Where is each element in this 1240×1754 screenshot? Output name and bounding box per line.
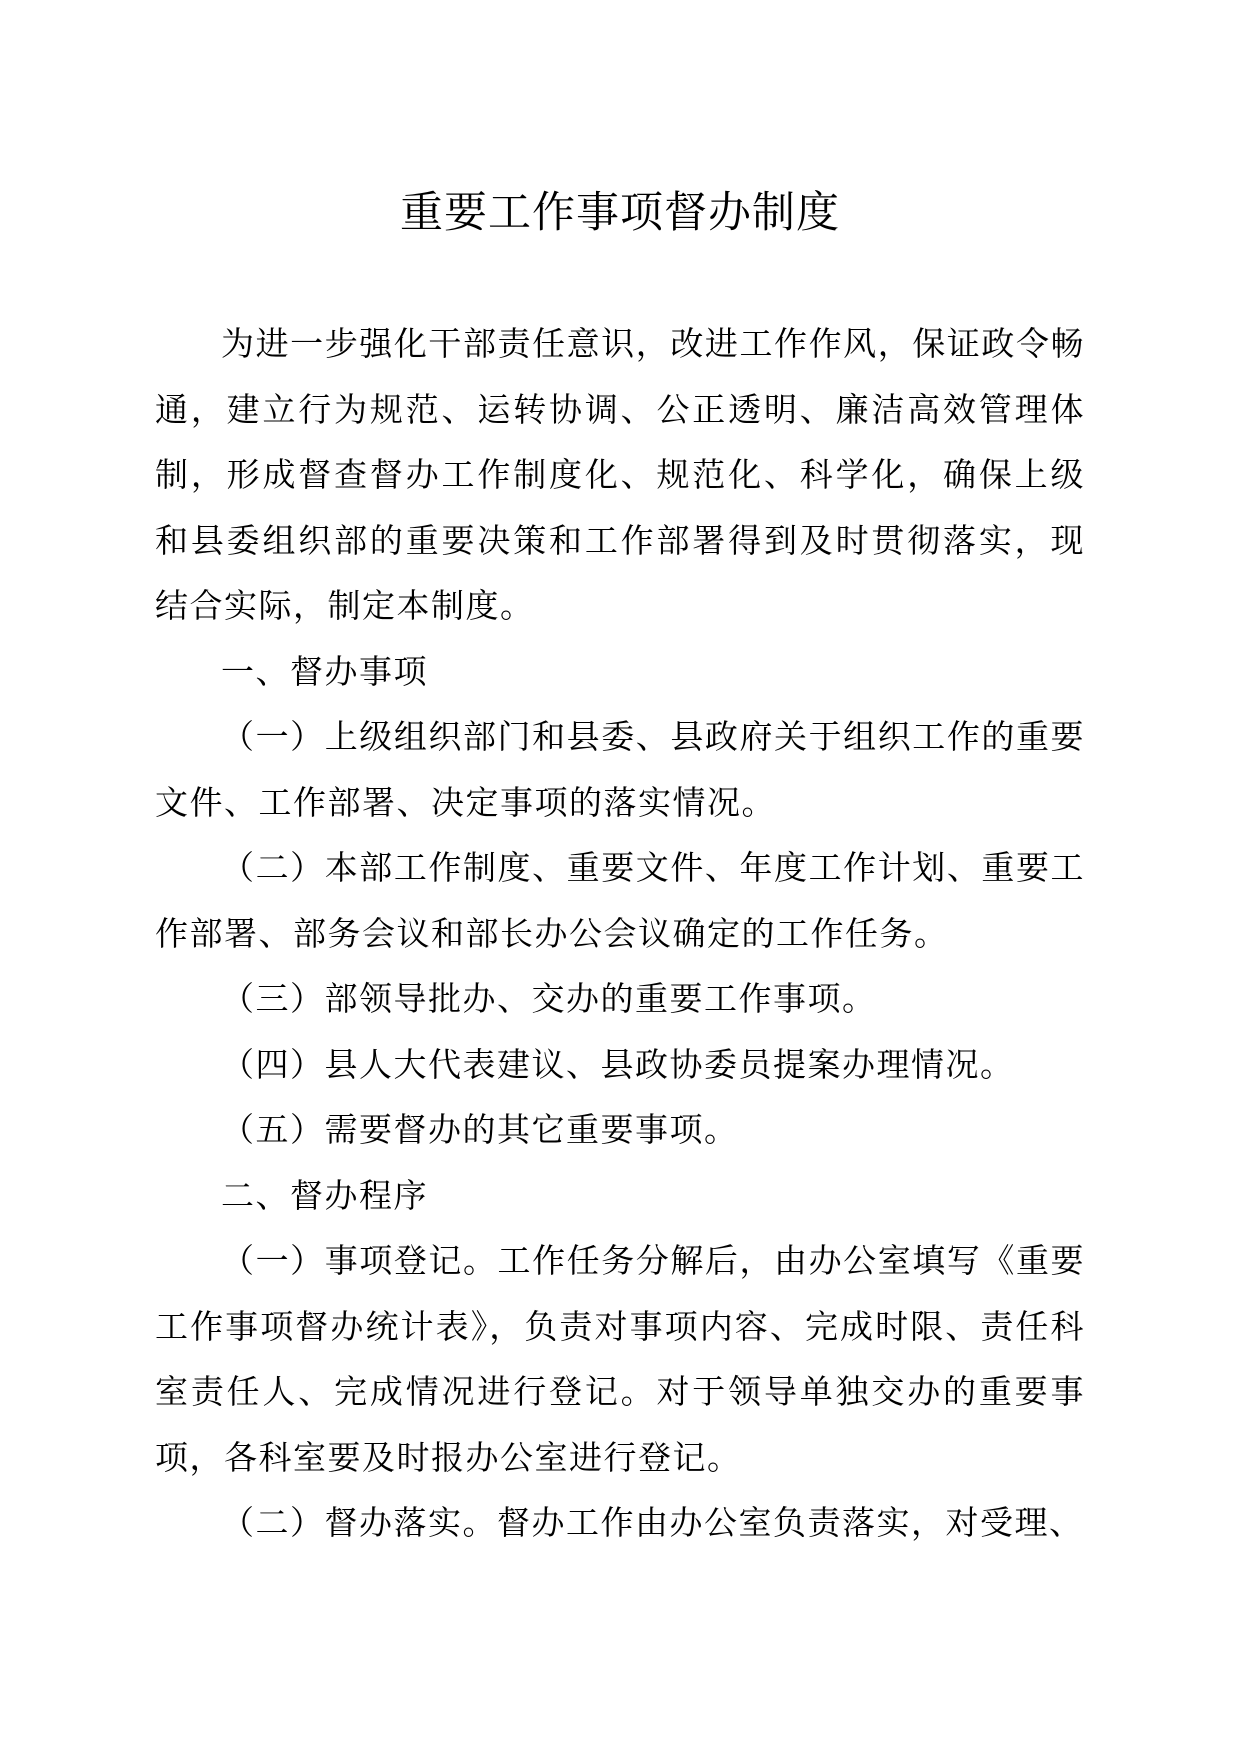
matter-item-2: （二）本部工作制度、重要文件、年度工作计划、重要工作部署、部务会议和部长办公会议确定的工作任务。 bbox=[155, 848, 1085, 953]
section-heading-matters: 一、督办事项 bbox=[221, 651, 428, 691]
procedure-item-1: （一）事项登记。工作任务分解后，由办公室填写《重要工作事项督办统计表》，负责对事项内容、完成时限、责任科室责任人、完成情况进行登记。对于领导单独交办的重要事项，各科室要及时报办公室进行登记。 bbox=[155, 1241, 1085, 1477]
procedure-item-2: （二）督办落实。督办工作由办公室负责落实，对受理、 bbox=[221, 1503, 1084, 1542]
intro-paragraph: 为进一步强化干部责任意识，改进工作作风，保证政令畅通，建立行为规范、运转协调、公正透明、廉洁高效管理体制，形成督查督办工作制度化、规范化、科学化，确保上级和县委组织部的重要决策和工作部署得到及时贯彻落实，现结合实际，制定本制度。 bbox=[155, 324, 1085, 625]
document-title: 重要工作事项督办制度 bbox=[400, 188, 840, 238]
section-heading-procedure: 二、督办程序 bbox=[221, 1175, 428, 1215]
matter-item-1: （一）上级组织部门和县委、县政府关于组织工作的重要文件、工作部署、决定事项的落实情况。 bbox=[155, 717, 1085, 822]
matter-item-4: （四）县人大代表建议、县政协委员提案办理情况。 bbox=[221, 1044, 1015, 1084]
matter-item-5: （五）需要督办的其它重要事项。 bbox=[221, 1110, 739, 1149]
matter-item-3: （三）部领导批办、交办的重要工作事项。 bbox=[221, 979, 877, 1018]
document-body bbox=[155, 311, 1085, 1556]
